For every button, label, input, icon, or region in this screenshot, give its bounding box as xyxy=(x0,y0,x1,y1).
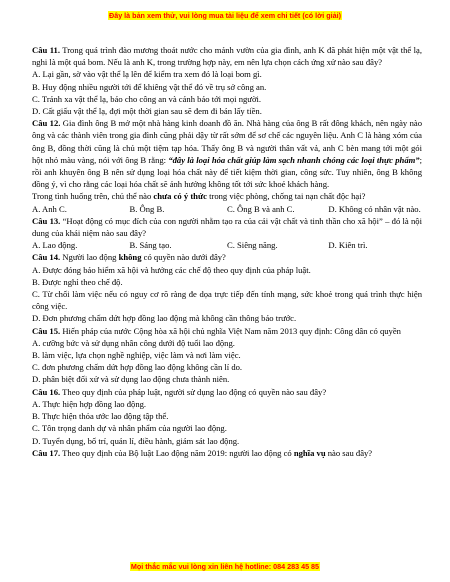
question-15-option-a: A. cưỡng bức và sử dụng nhân công dưới độ tuổi lao động. xyxy=(32,337,235,348)
question-12-option-d: D. Không có nhân vật nào. xyxy=(328,203,421,214)
question-12-prompt-post: trong việc phòng, chống tai nạn chất độc hại? xyxy=(206,191,366,202)
question-11-option-a: A. Lại gần, sờ vào vật thể lạ lên để kiểm tra xem đó là loại bom gì. xyxy=(32,69,262,80)
question-16-number: Câu 16. xyxy=(32,386,61,397)
question-12-prompt-pre: Trong tình huống trên, chủ thể nào xyxy=(32,191,154,202)
question-14-option-a: A. Được đóng bảo hiểm xã hội và hưởng các chế độ theo quy định của pháp luật. xyxy=(32,264,311,275)
question-11-text: Trong quá trình đào mương thoát nước cho mảnh vườn của gia đình, anh K đã phát hiện một vật thể lạ, nghi là một quả bom. Nếu là anh K, trong trường hợp này, em nên lựa chọn cách ứng xử nào sau đây? xyxy=(32,45,423,68)
question-16-option-a: A. Thực hiện hợp đồng lao động. xyxy=(32,398,147,409)
question-14-option-d: D. Đơn phương chấm dứt hợp đồng lao động mà không cần thông báo trước. xyxy=(32,313,297,324)
question-15-option-b: B. làm việc, lựa chọn nghề nghiệp, việc làm và nơi làm việc. xyxy=(32,350,241,361)
question-14 xyxy=(32,251,422,324)
question-16-option-b: B. Thực hiện thỏa ước lao động tập thể. xyxy=(32,411,169,422)
question-12-options xyxy=(32,203,422,215)
question-13-number: Câu 13. xyxy=(32,215,61,226)
question-11-option-b: B. Huy động nhiều người tới để khiêng vật thể đó về trụ sở công an. xyxy=(32,81,267,92)
question-17 xyxy=(32,447,422,459)
question-12-number: Câu 12. xyxy=(32,118,61,129)
question-13-option-a: A. Lao động. xyxy=(32,240,78,251)
question-14-text-pre: Người lao động xyxy=(60,252,119,263)
question-15-option-c: C. đơn phương chấm dứt hợp đồng lao động không cần lí do. xyxy=(32,362,243,373)
question-12-option-a: A. Anh C. xyxy=(32,203,67,214)
question-13-options xyxy=(32,239,422,251)
question-12-quote: “đây là loại hóa chất giúp làm sạch nhanh chóng các loại thực phẩm” xyxy=(168,154,420,165)
question-13 xyxy=(32,215,422,252)
question-12-option-b: B. Ông B. xyxy=(129,203,165,214)
question-17-number: Câu 17. xyxy=(32,447,61,458)
question-16-option-d: D. Tuyển dụng, bố trí, quản lí, điều hành, giám sát lao động. xyxy=(32,435,240,446)
header-banner-text: Đây là bản xem thử, vui lòng mua tài liệu để xem chi tiết (có lời giải) xyxy=(109,11,341,20)
document-body xyxy=(32,44,422,459)
question-17-text-post: nào sau đây? xyxy=(325,447,373,458)
question-13-option-d: D. Kiên trì. xyxy=(328,240,368,251)
question-12-text-1: Gia đình ông B mở một nhà hàng kinh doanh đồ ăn. Nhà hàng của ông B rất đông khách, nên ngày nào ông và các thành viên trong gia đình cũng phải dậy từ rất sớm để sơ chế các nguyên liệu. Anh C là hàng xóm của ông B, đồng thời cũng là chủ một tiệm tạp hóa. Thấy ông B và người thân vất vả, anh C bèn mang tới một gói hột nhỏ màu vàng, nói với ông B rằng: xyxy=(32,118,423,165)
question-14-option-c: C. Từ chối làm việc nếu có nguy cơ rõ ràng đe dọa trực tiếp đến tính mạng, sức khoẻ trong quá trình thực hiện công việc. xyxy=(32,289,422,312)
question-15 xyxy=(32,325,422,386)
question-11 xyxy=(32,44,422,117)
question-15-text: Hiến pháp của nước Cộng hòa xã hội chủ nghĩa Việt Nam năm 2013 quy định: Công dân có quyền xyxy=(60,325,401,336)
question-11-option-d: D. Cất giấu vật thể lạ, đợi một thời gian sau sẽ đem đi bán lấy tiền. xyxy=(32,106,262,117)
footer-banner xyxy=(0,562,450,571)
question-12-text-2: ; rồi anh khuyên ông B nên sử dụng loại hóa chất này để tiết kiệm thời gian, công sức. Tuy nhiên, ông B không đồng ý, vì cho rằng các loại hóa chất sẽ ảnh hưởng không tốt tới sức khoẻ khách hàng. xyxy=(32,154,422,190)
question-13-option-c: C. Siêng năng. xyxy=(227,240,278,251)
question-14-option-b: B. Được nghỉ theo chế độ. xyxy=(32,276,123,287)
question-14-number: Câu 14. xyxy=(32,252,61,263)
question-14-text-post: có quyền nào dưới đây? xyxy=(141,252,226,263)
header-banner xyxy=(0,11,450,20)
question-11-option-c: C. Tránh xa vật thể lạ, báo cho công an và cảnh báo tới mọi người. xyxy=(32,93,262,104)
question-12 xyxy=(32,117,422,215)
question-14-text-bold: không xyxy=(118,252,142,263)
question-16-option-c: C. Tôn trọng danh dự và nhân phẩm của người lao động. xyxy=(32,423,227,434)
question-12-prompt-bold: chưa có ý thức xyxy=(153,191,207,202)
footer-banner-text: Mọi thắc mắc vui lòng xin liên hệ hotline: 084 283 45 85 xyxy=(130,562,320,571)
question-15-number: Câu 15. xyxy=(32,325,61,336)
question-15-option-d: D. phân biệt đối xử và sử dụng lao động chưa thành niên. xyxy=(32,374,230,385)
question-12-option-c: C. Ông B và anh C. xyxy=(227,203,295,214)
question-11-number: Câu 11. xyxy=(32,45,60,55)
question-16 xyxy=(32,386,422,447)
question-17-text-bold: nghĩa vụ xyxy=(293,447,326,458)
question-17-text-pre: Theo quy định của Bộ luật Lao động năm 2019: người lao động có xyxy=(60,447,294,458)
question-13-text: “Hoạt động có mục đích của con người nhằm tạo ra của cải vật chất và tinh thần cho xã hội” – đó là nội dung của khái niệm nào sau đây? xyxy=(32,215,422,239)
question-13-option-b: B. Sáng tạo. xyxy=(129,240,172,251)
question-16-text: Theo quy định của pháp luật, người sử dụng lao động có quyền nào sau đây? xyxy=(60,386,327,397)
